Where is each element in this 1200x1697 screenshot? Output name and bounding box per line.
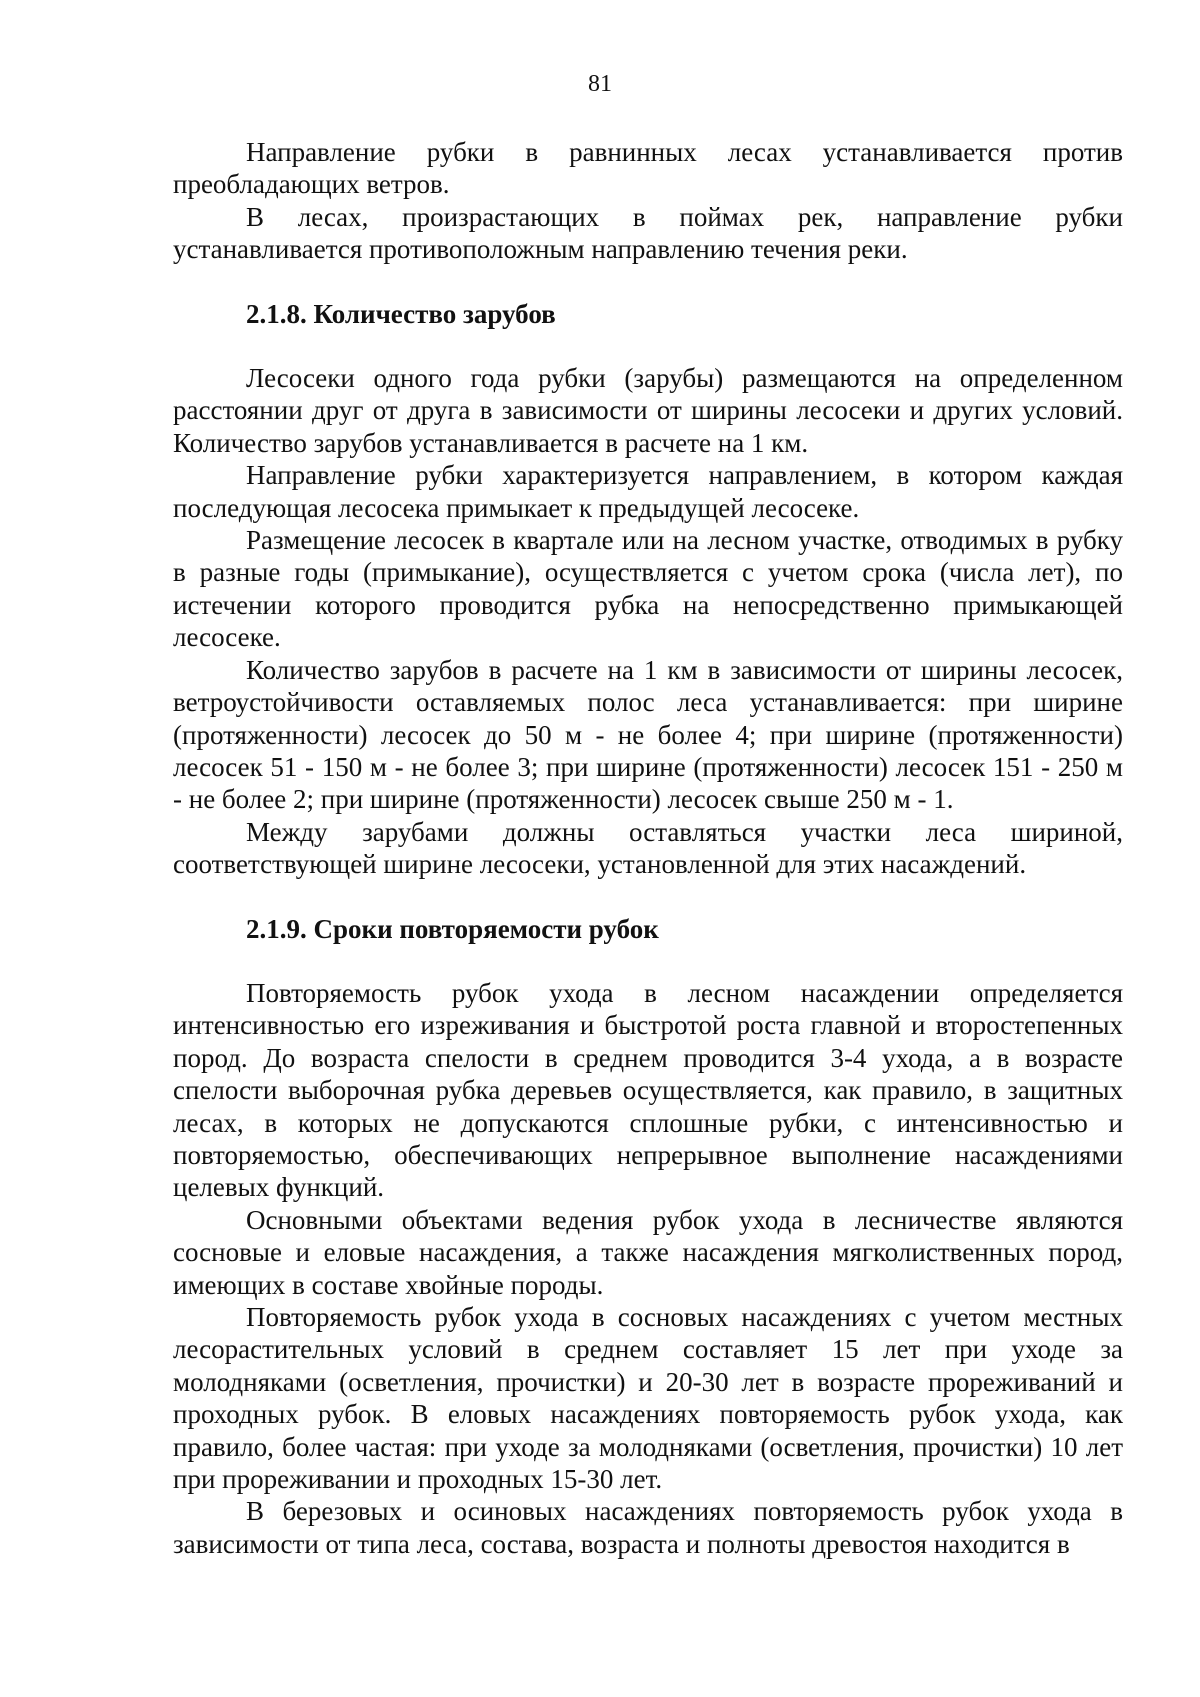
paragraph: Направление рубки в равнинных лесах устанавливается против преобладающих ветров. xyxy=(173,137,1123,200)
paragraph: Размещение лесосек в квартале или на лесном участке, отводимых в рубку в разные годы (примыкание), осуществляется с учетом срока (числа лет), по истечении которого проводится рубка на непосредственно примыкающей лесосеке. xyxy=(173,525,1123,653)
page-number: 81 xyxy=(588,71,612,97)
document-body xyxy=(173,136,1123,1560)
paragraph: В березовых и осиновых насаждениях повторяемость рубок ухода в зависимости от типа леса, состава, возраста и полноты древостоя находится в xyxy=(173,1496,1123,1559)
section-heading: 2.1.8. Количество зарубов xyxy=(246,298,556,329)
paragraph: Повторяемость рубок ухода в сосновых насаждениях с учетом местных лесорастительных условий в среднем составляет 15 лет при уходе за молодняками (осветления, прочистки) и 20-30 лет в возрасте прореживаний и проходных рубок. В еловых насаждениях повторяемость рубок ухода, как правило, более частая: при уходе за молодняками (осветления, прочистки) 10 лет при прореживании и проходных 15-30 лет. xyxy=(173,1302,1123,1495)
paragraph: Количество зарубов в расчете на 1 км в зависимости от ширины лесосек, ветроустойчивости оставляемых полос леса устанавливается: при ширине (протяженности) лесосек до 50 м - не более 4; при ширине (протяженности) лесосек 51 - 150 м - не более 3; при ширине (протяженности) лесосек 151 - 250 м - не более 2; при ширине (протяженности) лесосек свыше 250 м - 1. xyxy=(173,654,1123,815)
paragraph: В лесах, произрастающих в поймах рек, направление рубки устанавливается противоположным направлению течения реки. xyxy=(173,201,1123,265)
paragraph: Лесосеки одного года рубки (зарубы) размещаются на определенном расстоянии друг от друга в зависимости от ширины лесосеки и других условий. Количество зарубов устанавливается в расчете на 1 км. xyxy=(173,363,1123,458)
section-heading: 2.1.9. Сроки повторяемости рубок xyxy=(246,913,659,944)
paragraph: Между зарубами должны оставляться участки леса шириной, соответствующей ширине лесосеки, установленной для этих насаждений. xyxy=(173,816,1123,880)
paragraph: Направление рубки характеризуется направлением, в котором каждая последующая лесосека примыкает к предыдущей лесосеке. xyxy=(173,460,1123,523)
paragraph: Основными объектами ведения рубок ухода в лесничестве являются сосновые и еловые насаждения, а также насаждения мягколиственных пород, имеющих в составе хвойные породы. xyxy=(173,1204,1123,1300)
paragraph: Повторяемость рубок ухода в лесном насаждении определяется интенсивностью его изреживания и быстротой роста главной и второстепенных пород. До возраста спелости в среднем проводится 3-4 ухода, а в возрасте спелости выборочная рубка деревьев осуществляется, как правило, в защитных лесах, в которых не допускаются сплошные рубки, с интенсивностью и повторяемостью, обеспечивающих непрерывное выполнение насаждениями целевых функций. xyxy=(173,977,1123,1203)
